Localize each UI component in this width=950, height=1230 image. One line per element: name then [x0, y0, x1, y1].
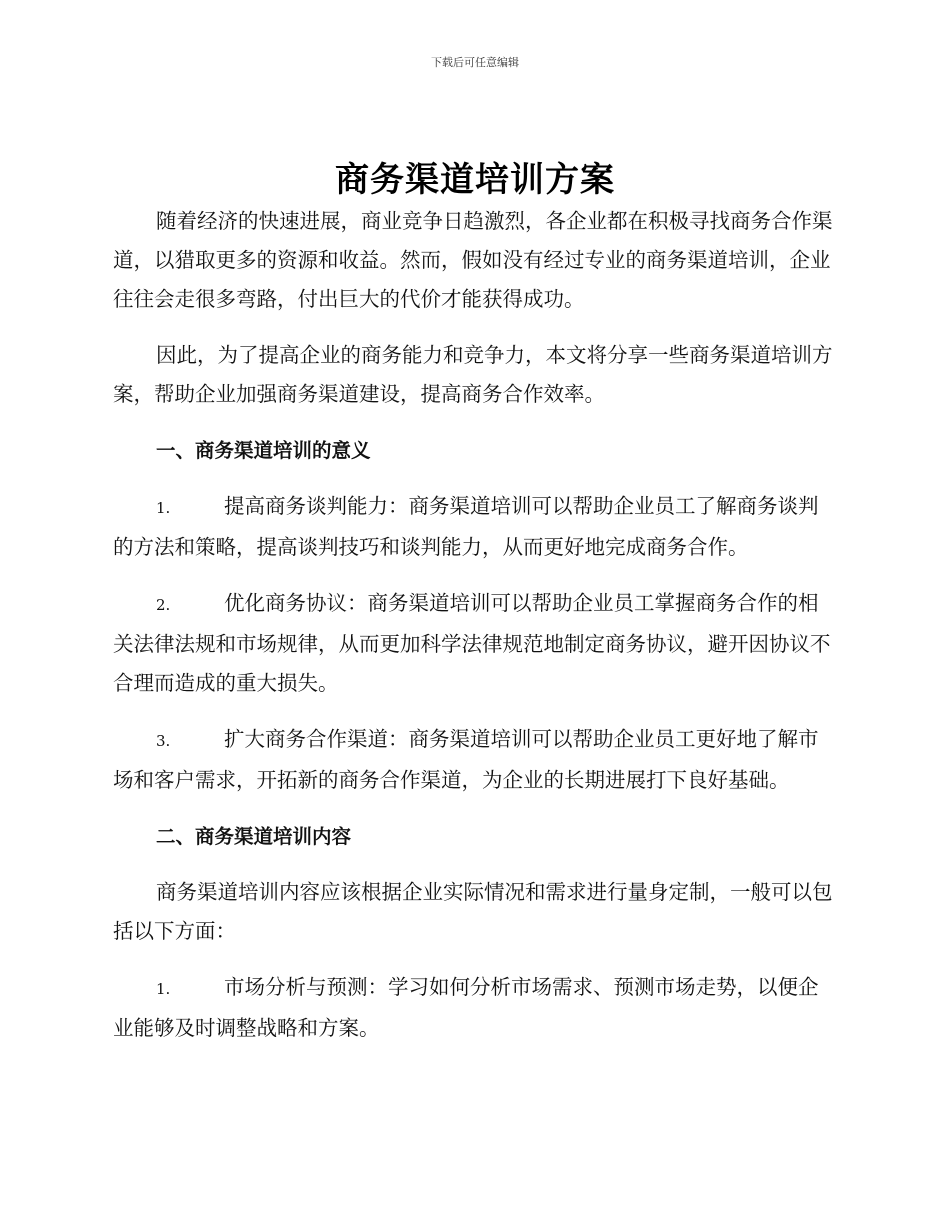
- intro-paragraph-2: 因此，为了提高企业的商务能力和竞争力，本文将分享一些商务渠道培训方案，帮助企业加强商务渠道建设，提高商务合作效率。: [113, 343, 833, 406]
- section-heading-1: 一、商务渠道培训的意义: [156, 439, 371, 462]
- list-item: [113, 584, 833, 703]
- list-item-number: 1.: [156, 980, 171, 998]
- list-item: [113, 487, 833, 567]
- page-header: 下载后可任意编辑: [431, 56, 519, 69]
- list-item-text: 扩大商务合作渠道：商务渠道培训可以帮助企业员工更好地了解市场和客户需求，开拓新的商务合作渠道，为企业的长期进展打下良好基础。: [113, 727, 819, 792]
- list-item-number: 3.: [156, 732, 171, 750]
- section-heading-2: 二、商务渠道培训内容: [156, 825, 352, 848]
- list-item-text: 市场分析与预测：学习如何分析市场需求、预测市场走势，以便企业能够及时调整战略和方案。: [113, 975, 819, 1040]
- list-item-number: 2.: [156, 596, 171, 614]
- document-title: 商务渠道培训方案: [335, 160, 615, 200]
- list-item-text: 提高商务谈判能力：商务渠道培训可以帮助企业员工了解商务谈判的方法和策略，提高谈判技巧和谈判能力，从而更好地完成商务合作。: [113, 494, 819, 559]
- section2-intro-paragraph: 商务渠道培训内容应该根据企业实际情况和需求进行量身定制，一般可以包括以下方面：: [113, 880, 833, 943]
- document-body: [113, 202, 833, 1048]
- list-item-number: 1.: [156, 499, 171, 517]
- list-item-text: 优化商务协议：商务渠道培训可以帮助企业员工掌握商务合作的相关法律法规和市场规律，从而更加科学法律规范地制定商务协议，避开因协议不合理而造成的重大损失。: [113, 591, 831, 695]
- list-item: [113, 968, 833, 1048]
- intro-paragraph-1: 随着经济的快速进展，商业竞争日趋激烈，各企业都在积极寻找商务合作渠道，以猎取更多的资源和收益。然而，假如没有经过专业的商务渠道培训，企业往往会走很多弯路，付出巨大的代价才能获得成功。: [113, 209, 833, 311]
- list-item: [113, 720, 833, 800]
